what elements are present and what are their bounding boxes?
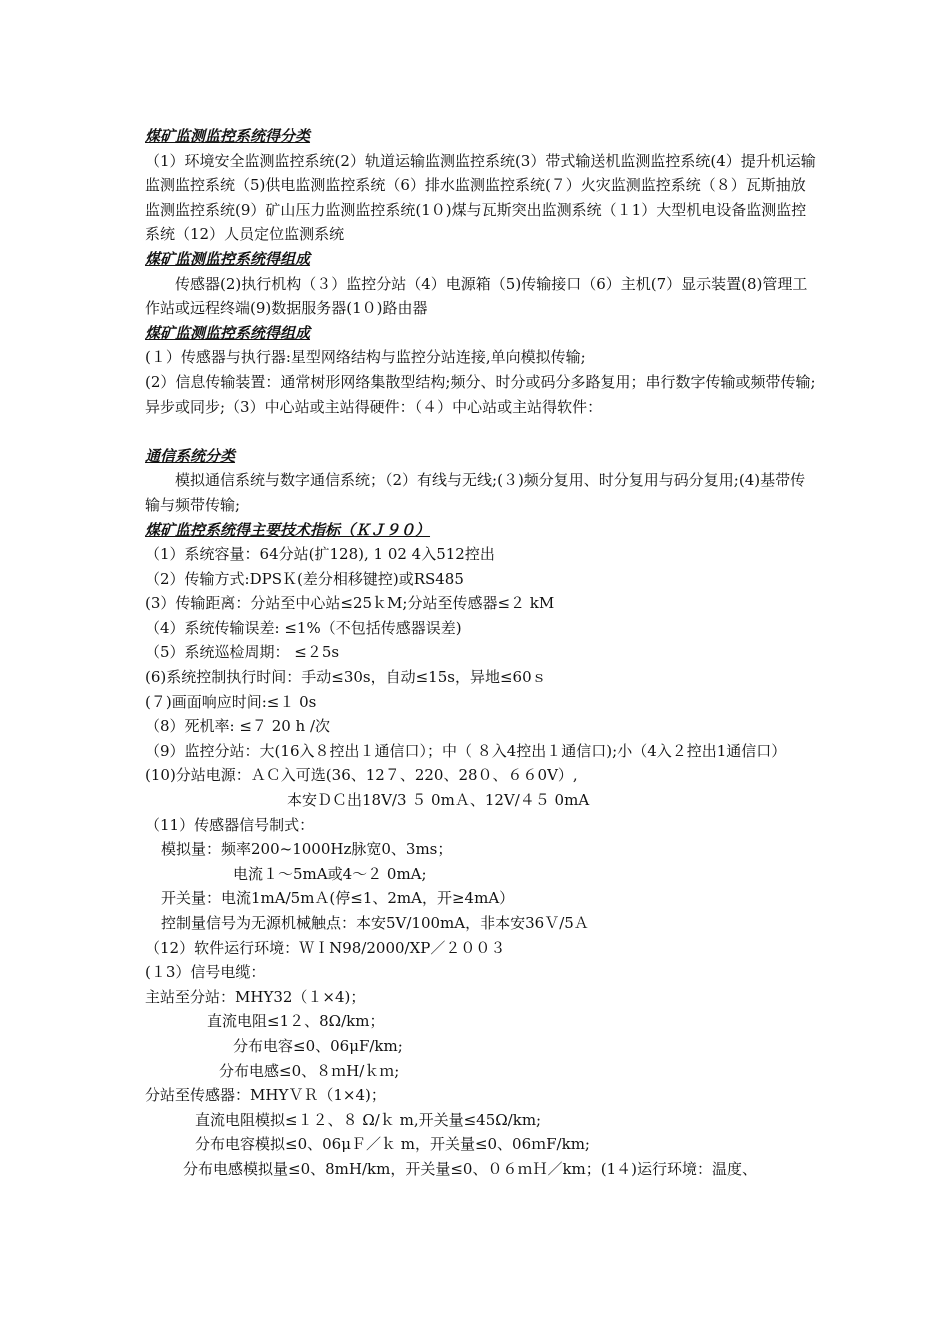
indicator-line: 控制量信号为无源机械触点：本安5V/100mA，非本安36Ｖ/5Ａ <box>161 914 589 932</box>
indicator-line: （5）系统巡检周期： ≤２5s <box>145 643 340 662</box>
indicator-line: 分布电容≤0、06μF/km; <box>233 1036 403 1055</box>
indicator-line: (6)系统控制执行时间：手动≤30s，自动≤15s，异地≤60ｓ <box>145 668 547 687</box>
section-title-monitoring-composition-2: 煤矿监测监控系统得组成 <box>145 323 311 342</box>
indicator-line: 模拟量：频率200~1000Hz脉宽0、3ms； <box>161 840 453 859</box>
sensor-actuator-line: (１）传感器与执行器:星型网络结构与监控分站连接,单向模拟传输; <box>145 348 586 367</box>
monitoring-classification-text: （1）环境安全监测监控系统(2）轨道运输监测监控系统(3）带式输送机监测监控系统(4）提升机运输监测监控系统（5)供电监测监控系统（6）排水监测监控系统(７）火灾监测监控系统（８）瓦斯抽放监测监控系统(9）矿山压力监测监控系统(1０)煤与瓦斯突出监测系统（１1）大型机电设备监测监控系统（12）人员定位监测系统 <box>145 151 816 244</box>
indicator-line: （1）系统容量：64分站(扩128), 1 02 4入512控出 <box>145 545 495 564</box>
monitoring-composition-text <box>145 272 817 321</box>
monitoring-substation-text: （9）监控分站：大(16入８控出１通信口）；中（ ８入4控出１通信口);小（4入２控出1通信口） <box>145 741 787 760</box>
indicator-line: 电流１～5mA或4～２ 0mA; <box>233 864 427 883</box>
indicator-line: (７)画面响应时间:≤１ 0s <box>145 692 317 711</box>
communication-classification-text: 模拟通信系统与数字通信系统；（2）有线与无线;(３)频分复用、时分复用与码分复用;(4)基带传输与频带传输; <box>145 471 806 514</box>
indicator-line: （4）系统传输误差: ≤1%（不包括传感器误差) <box>145 618 462 637</box>
indicator-line: 本安ＤＣ出18V/3 ５ 0mＡ、12V/４５ 0mA <box>287 791 590 810</box>
document-page <box>145 124 817 1182</box>
indicator-line: 主站至分站：MHY32（１×4)； <box>145 987 366 1006</box>
section-title-monitoring-classification: 煤矿监测监控系统得分类 <box>145 127 311 145</box>
section-title-monitoring-composition: 煤矿监测监控系统得组成 <box>145 249 311 268</box>
indicator-line: 开关量：电流1mA/5mＡ(停≤1、2mA，开≥4mA） <box>161 889 515 908</box>
indicator-line: (10)分站电源：ＡＣ入可选(36、12７、220、28０、６６0V）, <box>145 766 578 785</box>
transmission-device-text: (2）信息传输装置：通常树形网络集散型结构;频分、时分或码分多路复用；串行数字传输或频带传输;异步或同步;（3）中心站或主站得硬件：（４）中心站或主站得软件： <box>145 372 816 416</box>
indicator-line: (3）传输距离：分站至中心站≤25ｋM;分站至传感器≤２ kM <box>145 594 555 613</box>
indicator-line: 分布电感模拟量≤0、8mH/km，开关量≤0、０６ｍＨ／km；(1４)运行环境：温度、 <box>183 1159 758 1178</box>
faint-watermark-text <box>428 299 548 317</box>
composition-text-content: 传感器(2)执行机构（３）监控分站（4）电源箱（5)传输接口（6）主机(7）显示装置(8)管理工作站或远程终端(9)数据服务器(1０)路由器 <box>145 274 808 318</box>
indicator-line: 直流电阻≤1２、8Ω/km； <box>207 1012 385 1031</box>
indicator-line: （2）传输方式:DPSＫ(差分相移键控)或RS485 <box>145 569 464 588</box>
indicator-line: 直流电阻模拟≤１２、８ Ω/ｋ m,开关量≤45Ω/km; <box>195 1110 542 1129</box>
blank-line <box>145 419 817 444</box>
indicator-line: 分站至传感器：MHYＶＲ（1×4)； <box>145 1086 386 1105</box>
indicator-line: （11）传感器信号制式： <box>145 815 315 834</box>
indicator-line: （8）死机率: ≤７ 20 h /次 <box>145 717 331 736</box>
section-title-communication-classification: 通信系统分类 <box>145 446 236 465</box>
indicator-line: 分布电容模拟≤0、06μＦ／ｋ m，开关量≤0、06ｍF/km; <box>195 1135 590 1154</box>
indicator-line: (１3）信号电缆： <box>145 963 266 982</box>
indicator-line: 分布电感≤0、８ｍH/ｋｍ; <box>219 1061 400 1080</box>
section-title-technical-indicators: 煤矿监控系统得主要技术指标（ＫＪ９０） <box>145 520 431 539</box>
indicator-line: （12）软件运行环境：ＷＩN98/2000/XP／２００３ <box>145 938 506 957</box>
